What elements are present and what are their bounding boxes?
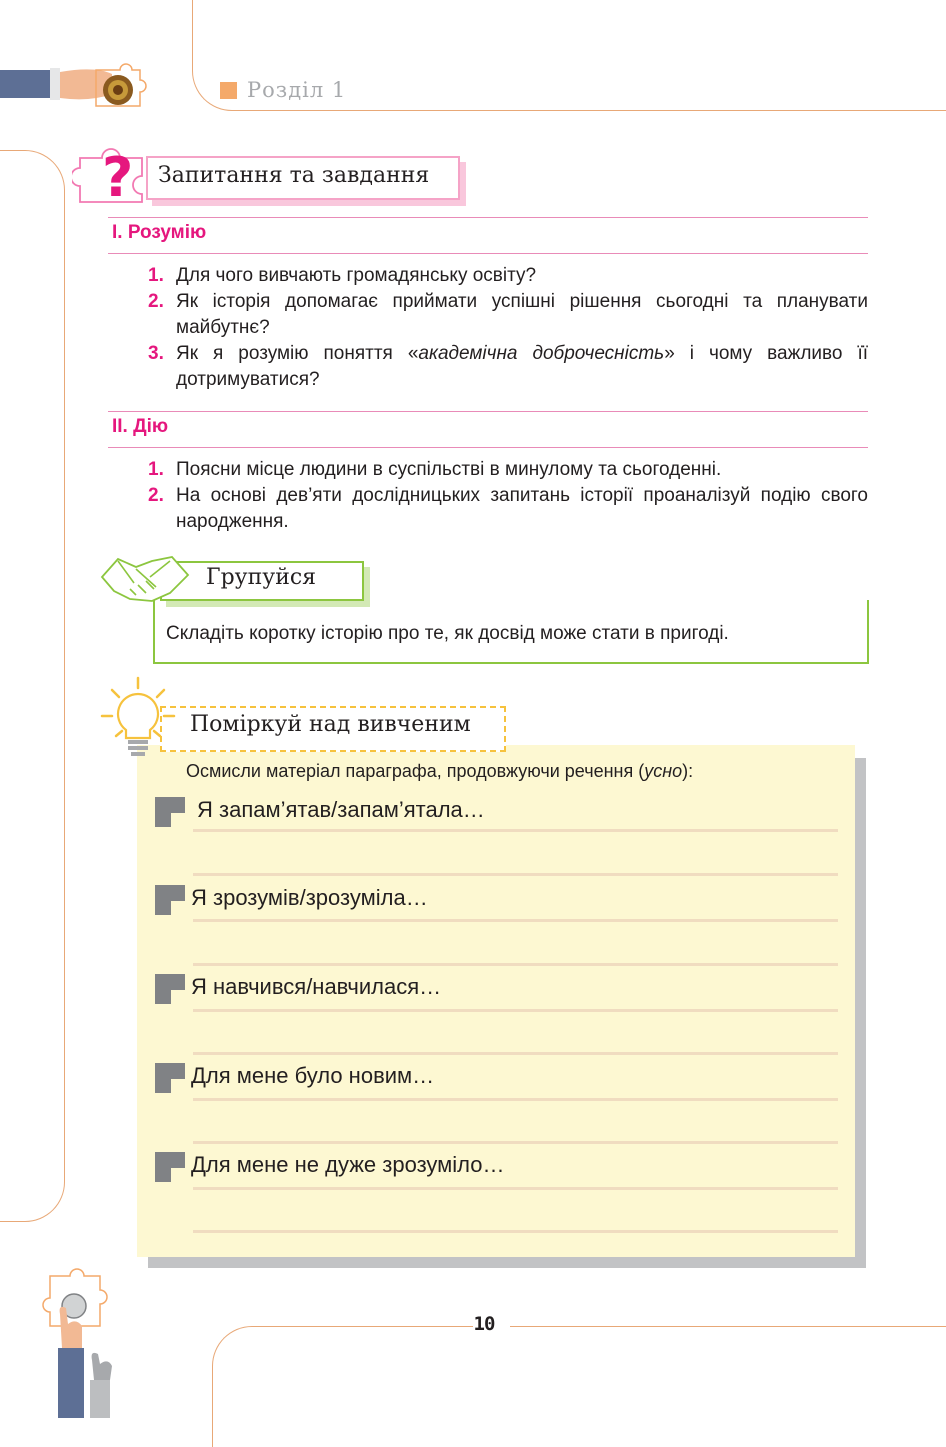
section-label: [220, 78, 346, 102]
item-number: 3.: [148, 343, 164, 364]
writing-line: [193, 873, 838, 876]
intro-text: ):: [682, 761, 694, 781]
svg-text:?: ?: [102, 146, 134, 206]
left-frame: [0, 150, 65, 1222]
writing-line: [193, 1009, 838, 1012]
writing-line: [193, 1187, 838, 1190]
divider: [108, 217, 868, 218]
reflect-intro: [186, 761, 693, 782]
prompt-text: Для мене не дуже зрозуміло…: [191, 1152, 505, 1177]
writing-line: [193, 919, 838, 922]
prompt-text: Для мене було новим…: [191, 1063, 435, 1088]
item-text-part: » і чому важливо її дотримуватися?: [176, 343, 869, 390]
writing-line: [193, 1141, 838, 1144]
item-text-emphasis: академічна доброчесність: [418, 343, 665, 364]
item-text: Для чого вивчають громадянську освіту?: [176, 265, 537, 286]
checkbox-marker-icon: [155, 1152, 185, 1182]
intro-emphasis: усно: [644, 761, 683, 781]
divider: [108, 411, 868, 412]
footer-rule: [510, 1326, 946, 1327]
writing-line: [193, 829, 838, 832]
list-item: [148, 289, 868, 341]
divider: [108, 447, 868, 448]
group-text: Складіть коротку історію про те, як досвід може стати в пригоді.: [166, 623, 729, 644]
page-number: 10: [473, 1313, 495, 1335]
item-number: 2.: [148, 291, 164, 312]
questions-title: Запитання та завдання: [158, 163, 430, 188]
subheading-act: ІІ. Дію: [112, 416, 169, 437]
footer-frame: [212, 1326, 473, 1447]
writing-line: [193, 1098, 838, 1101]
reflect-title: Поміркуй над вивченим: [190, 712, 471, 737]
prompt-text: Я зрозумів/зрозуміла…: [191, 885, 428, 910]
checkbox-marker-icon: [155, 1063, 185, 1093]
item-text: Як історія допомагає приймати успішні рішення сьогодні та планувати майбутнє?: [176, 291, 868, 338]
understand-list: [148, 263, 868, 393]
intro-text: Осмисли матеріал параграфа, продовжуючи речення (: [186, 761, 645, 781]
item-number: 1.: [148, 459, 164, 480]
list-item: [148, 263, 868, 289]
section-marker-icon: [220, 82, 237, 99]
raised-hands-puzzle-icon: [36, 1268, 126, 1418]
list-item: [148, 457, 868, 483]
item-number: 1.: [148, 265, 164, 286]
item-text: На основі дев’яти дослідницьких запитань історії проаналізуй подію свого народження.: [176, 485, 868, 532]
checkbox-marker-icon: [155, 797, 185, 827]
item-text: [176, 341, 868, 393]
prompt-text: Я запам’ятав/запам’ятала…: [197, 797, 485, 822]
checkbox-marker-icon: [155, 974, 185, 1004]
list-item: [148, 483, 868, 535]
writing-line: [193, 1052, 838, 1055]
prompt-text: Я навчився/навчилася…: [191, 974, 442, 999]
act-list: [148, 457, 868, 535]
item-number: 2.: [148, 485, 164, 506]
writing-line: [193, 963, 838, 966]
list-item: [148, 341, 868, 393]
handshake-icon: [100, 553, 190, 605]
hand-puzzle-icon: [0, 62, 160, 118]
writing-line: [193, 1230, 838, 1233]
section-label-text: Розділ 1: [247, 78, 347, 102]
lightbulb-icon: [98, 676, 178, 762]
item-text: Поясни місце людини в суспільстві в минулому та сьогоденні.: [176, 459, 722, 480]
item-text-part: Як я розумію поняття «: [176, 343, 419, 364]
checkbox-marker-icon: [155, 885, 185, 915]
subheading-understand: І. Розумію: [112, 222, 207, 243]
group-title: Групуйся: [206, 565, 317, 590]
divider: [108, 253, 868, 254]
